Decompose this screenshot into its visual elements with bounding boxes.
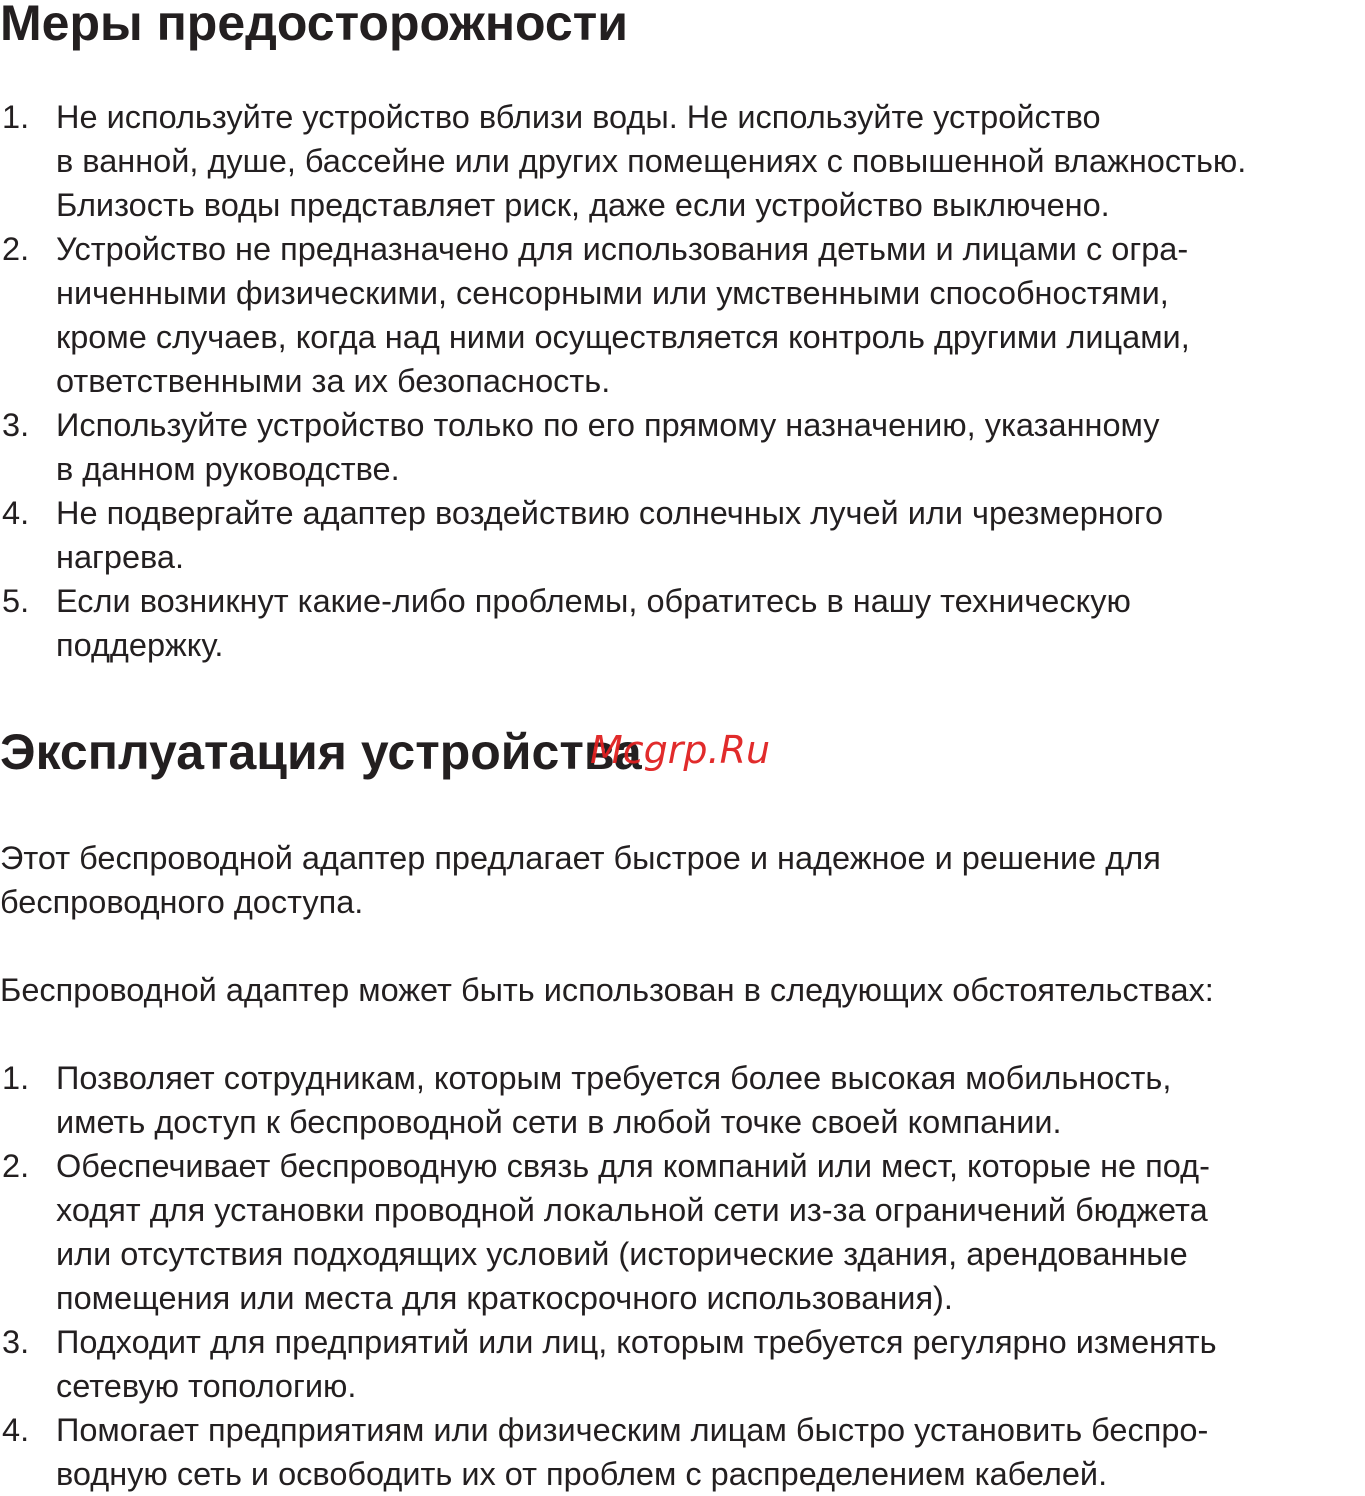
list-item-line: ходят для установки проводной локальной сети из-за ограничений бюджета [56,1192,1208,1228]
list-item-line: Если возникнут какие-либо проблемы, обратитесь в нашу техническую [56,583,1131,619]
list-item-line: Используйте устройство только по его прямому назначению, указанному [56,407,1160,443]
list-item-number: 1. [2,1060,30,1096]
list-item-line: Помогает предприятиям или физическим лицам быстро установить беспро- [56,1412,1209,1448]
section-title-operation: Эксплуатация устройства [0,724,642,780]
list-item-line: сетевую топологию. [56,1368,357,1404]
list-item-line: Не используйте устройство вблизи воды. Не используйте устройство [56,99,1101,135]
list-item-line: ниченными физическими, сенсорными или умственными способностями, [56,275,1169,311]
list-item-line: кроме случаев, когда над ними осуществляется контроль другими лицами, [56,319,1190,355]
intro-paragraph [0,836,1161,924]
list-item-number: 4. [2,495,30,531]
watermark-text: Mcgrp.Ru [590,728,771,772]
list-item-line: Обеспечивает беспроводную связь для компаний или мест, которые не под- [56,1148,1210,1184]
list-item-line: поддержку. [56,627,224,663]
list-item-line: водную сеть и освободить их от проблем с распределением кабелей. [56,1456,1108,1492]
list-item [0,491,1365,579]
list-item-number: 3. [2,1324,30,1360]
precautions-list [0,95,1365,667]
list-item-number: 2. [2,1148,30,1184]
list-item-line: Позволяет сотрудникам, которым требуется более высокая мобильность, [56,1060,1172,1096]
paragraph-line: Этот беспроводной адаптер предлагает быстрое и надежное и решение для [0,840,1161,876]
list-item [0,227,1365,403]
list-item-line: Подходит для предприятий или лиц, которым требуется регулярно изменять [56,1324,1217,1360]
list-item-number: 2. [2,231,30,267]
list-item-line: ответственными за их безопасность. [56,363,611,399]
usage-intro-paragraph: Беспроводной адаптер может быть использован в следующих обстоятельствах: [0,972,1214,1008]
section-title-precautions: Меры предосторожности [0,0,628,51]
list-item-number: 3. [2,407,30,443]
list-item-line: в данном руководстве. [56,451,400,487]
list-item-number: 5. [2,583,30,619]
list-item [0,403,1365,491]
list-item-line: Устройство не предназначено для использования детьми и лицами с огра- [56,231,1189,267]
list-item-number: 4. [2,1412,30,1448]
list-item-line: Близость воды представляет риск, даже если устройство выключено. [56,187,1110,223]
list-item-line: помещения или места для краткосрочного использования). [56,1280,953,1316]
list-item-line: иметь доступ к беспроводной сети в любой точке своей компании. [56,1104,1062,1140]
list-item [0,1408,1365,1496]
paragraph-line: беспроводного доступа. [0,884,364,920]
list-item-line: Не подвергайте адаптер воздействию солнечных лучей или чрезмерного [56,495,1164,531]
list-item-number: 1. [2,99,30,135]
usage-list [0,1056,1365,1496]
list-item [0,1056,1365,1144]
list-item [0,1144,1365,1320]
list-item [0,95,1365,227]
list-item-line: в ванной, душе, бассейне или других помещениях с повышенной влажностью. [56,143,1247,179]
list-item [0,1320,1365,1408]
list-item [0,579,1365,667]
list-item-line: или отсутствия подходящих условий (исторические здания, арендованные [56,1236,1188,1272]
list-item-line: нагрева. [56,539,185,575]
